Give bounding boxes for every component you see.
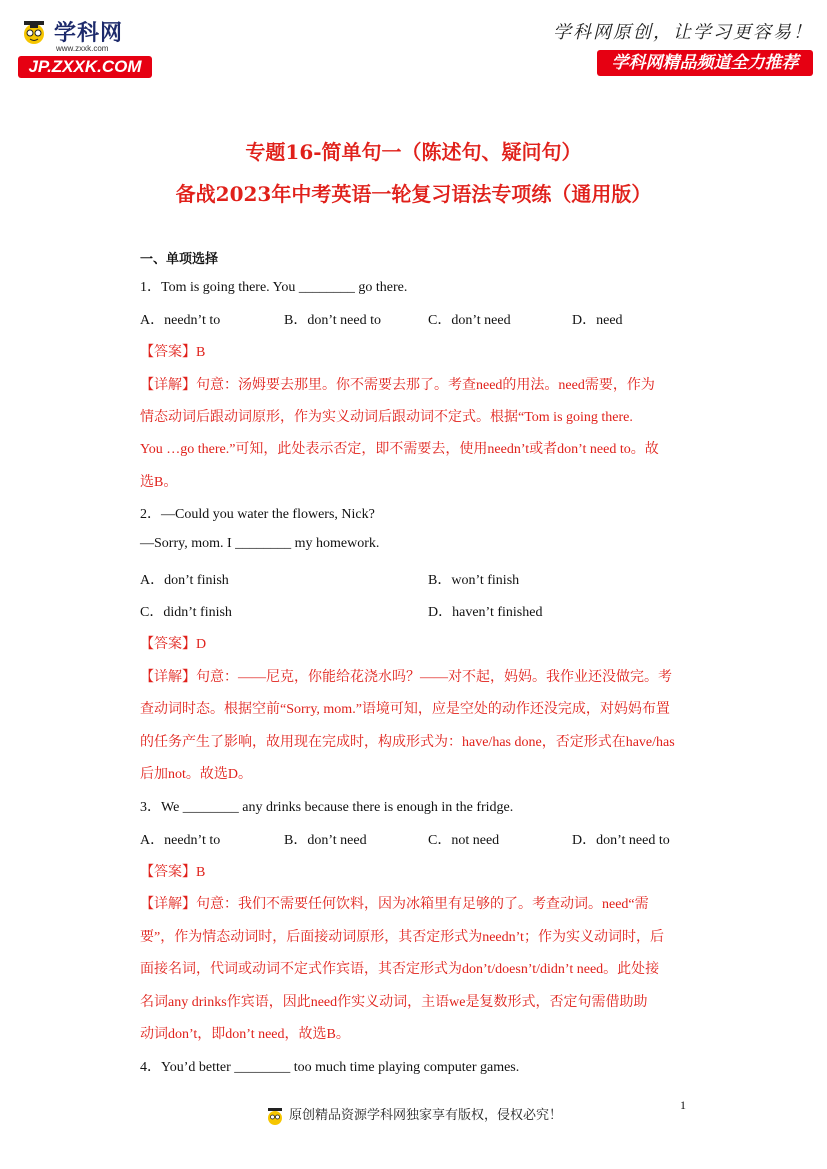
explanation-line: 【详解】句意：——尼克，你能给花浇水吗？——对不起，妈妈。我作业还没做完。考 bbox=[140, 670, 672, 685]
explanation-line: 动词don’t，即don’t need，故选B。 bbox=[140, 1027, 350, 1042]
question-stem: 1．Tom is going there. You ________ go there. bbox=[140, 280, 408, 295]
question-stem: 2．—Could you water the flowers, Nick? bbox=[140, 507, 375, 522]
option-d: D．don’t need to bbox=[572, 833, 670, 848]
logo-badge: JP.ZXXK.COM bbox=[18, 56, 152, 78]
explanation-line: 名词any drinks作宾语，因此need作实义动词，主语we是复数形式，否定句需借助助 bbox=[140, 995, 648, 1010]
section-heading: 一、单项选择 bbox=[140, 252, 219, 267]
copyright-text: 原创精品资源学科网独家享有版权，侵权必究！ bbox=[288, 1108, 562, 1123]
answer: 【答案】B bbox=[140, 865, 206, 880]
option-b: B．don’t need to bbox=[284, 313, 381, 328]
mascot-icon bbox=[265, 1105, 285, 1127]
logo-url: www.zxxk.com bbox=[56, 44, 109, 53]
mascot-icon bbox=[20, 18, 48, 46]
explanation-line: 情态动词后跟动词原形，作为实义动词后跟动词不定式。根据“Tom is going there. bbox=[140, 410, 633, 425]
option-d: D．haven’t finished bbox=[428, 605, 543, 620]
page-number: 1 bbox=[680, 1098, 686, 1112]
option-c: C．not need bbox=[428, 833, 500, 848]
option-b: B．won’t finish bbox=[428, 573, 520, 588]
option-c: C．didn’t finish bbox=[140, 605, 232, 620]
option-a: A．needn’t to bbox=[140, 833, 221, 848]
explanation-line: You …go there.”可知，此处表示否定，即不需要去，使用needn’t或者don’t need to。故 bbox=[140, 442, 659, 457]
question-stem: 3．We ________ any drinks because there is enough in the fridge. bbox=[140, 800, 514, 815]
explanation-line: 面接名词，代词或动词不定式作宾语，其否定形式为don’t/doesn’t/didn’t need。此处接 bbox=[140, 962, 660, 977]
channel-badge: 学科网精品频道全力推荐 bbox=[597, 50, 813, 76]
logo-name: 学科网 bbox=[54, 21, 124, 46]
slogan: 学科网原创，让学习更容易！ bbox=[553, 22, 813, 43]
explanation-line: 【详解】句意：我们不需要任何饮料，因为冰箱里有足够的了。考查动词。need“需 bbox=[140, 897, 649, 912]
question-stem: —Sorry, mom. I ________ my homework. bbox=[140, 536, 380, 551]
doc-title-line1: 专题16-简单句一（陈述句、疑问句） bbox=[245, 140, 582, 164]
question-stem: 4．You’d better ________ too much time playing computer games. bbox=[140, 1060, 520, 1075]
option-a: A．needn’t to bbox=[140, 313, 221, 328]
explanation-line: 的任务产生了影响，故用现在完成时，构成形式为：have/has done，否定形式在have/has bbox=[140, 735, 675, 750]
doc-title-line2: 备战2023年中考英语一轮复习语法专项练（通用版） bbox=[175, 182, 652, 206]
option-d: D．need bbox=[572, 313, 623, 328]
explanation-line: 【详解】句意：汤姆要去那里。你不需要去那了。考查need的用法。need需要，作为 bbox=[140, 378, 655, 393]
footer bbox=[0, 1104, 827, 1127]
answer: 【答案】D bbox=[140, 637, 207, 652]
explanation-line: 后加not。故选D。 bbox=[140, 767, 252, 782]
explanation-line: 查动词时态。根据空前“Sorry, mom.”语境可知，应是空处的动作还没完成，对妈妈布置 bbox=[140, 702, 670, 717]
answer: 【答案】B bbox=[140, 345, 206, 360]
option-c: C．don’t need bbox=[428, 313, 511, 328]
option-b: B．don’t need bbox=[284, 833, 367, 848]
explanation-line: 选B。 bbox=[140, 475, 178, 490]
option-a: A．don’t finish bbox=[140, 573, 229, 588]
site-logo[interactable] bbox=[18, 12, 158, 80]
explanation-line: 要”，作为情态动词时，后面接动词原形，其否定形式为needn’t；作为实义动词时，后 bbox=[140, 930, 664, 945]
